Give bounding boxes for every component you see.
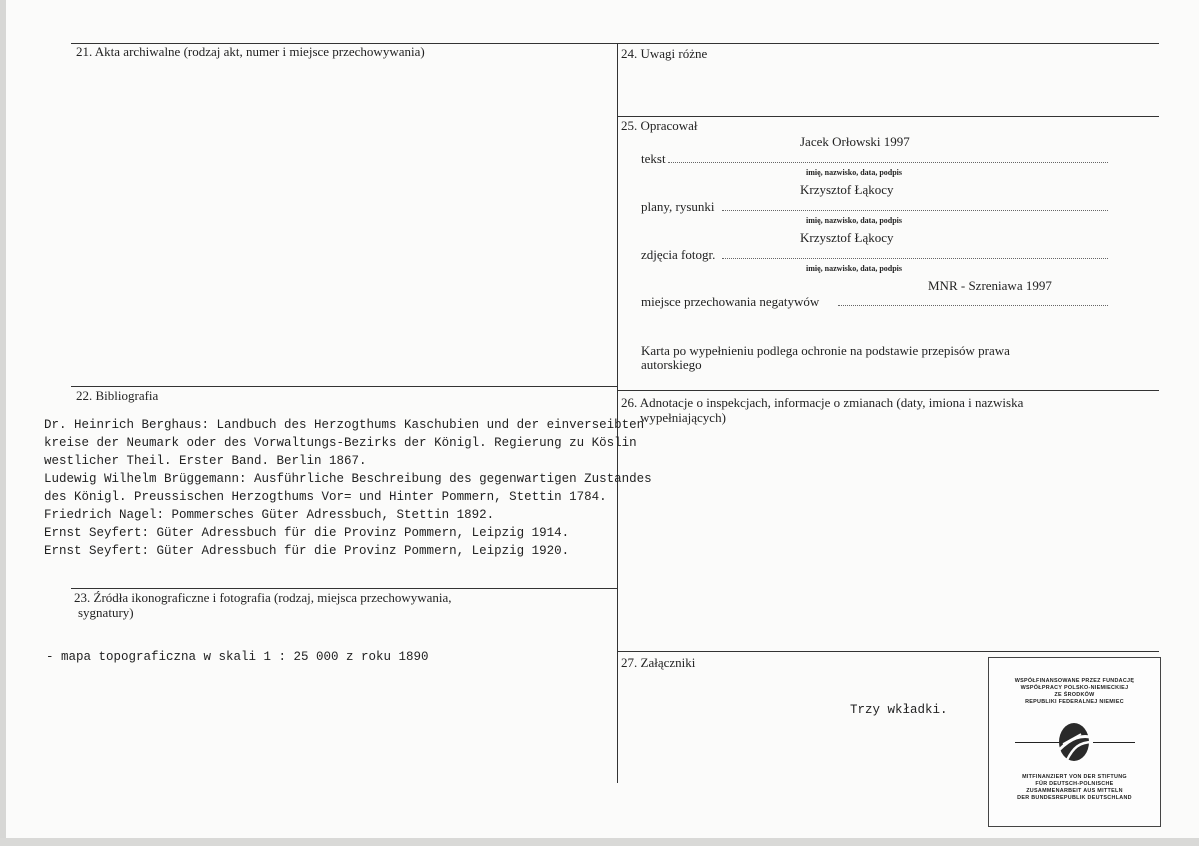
scan-bottom-edge (0, 838, 1199, 846)
text-label: tekst (641, 151, 666, 166)
section-25-title: 25. Opracował (621, 118, 698, 133)
section-22-title: 22. Bibliografia (76, 388, 159, 403)
foundation-stamp (988, 657, 1161, 827)
plans-label: plany, rysunki (641, 199, 715, 214)
rule-25-26 (617, 390, 1159, 391)
rule-24-25 (617, 116, 1159, 117)
bibliography-line: Ludewig Wilhelm Brüggemann: Ausführliche Beschreibung des gegenwartigen Zustandes (44, 472, 652, 486)
section-27-title: 27. Załączniki (621, 655, 696, 670)
attachments-value: Trzy wkładki. (850, 703, 948, 717)
copyright-note: Karta po wypełnieniu podlega ochronie na podstawie przepisów prawa (641, 343, 1010, 358)
rule-26-27 (617, 651, 1159, 652)
negatives-location-value: MNR - Szreniawa 1997 (928, 278, 1052, 293)
stamp-polish-text: WSPÓŁFINANSOWANE PRZEZ FUNDACJĘ WSPÓŁPRACY POLSKO-NIEMIECKIEJ ZE ŚRODKÓW REPUBLIKI FEDERALNEJ NIEMIEC (1014, 678, 1135, 705)
section-23-title: 23. Źródła ikonograficzne i fotografia (rodzaj, miejsca przechowywania, (74, 590, 452, 605)
scan-edge (0, 0, 6, 846)
stamp-german-text: MITFINANZIERT VON DER STIFTUNG FÜR DEUTSCH-POLNISCHE ZUSAMMENARBEIT AUS MITTELN DER BUNDESREPUBLIK DEUTSCHLAND (1017, 774, 1132, 801)
section-21-title: 21. Akta archiwalne (rodzaj akt, numer i miejsce przechowywania) (76, 44, 425, 59)
bibliography-line: kreise der Neumark oder des Vorwaltungs-Bezirks der Königl. Regierung zu Köslin (44, 436, 637, 450)
negatives-label: miejsce przechowania negatywów (641, 294, 820, 309)
copyright-note-cont: autorskiego (641, 357, 702, 372)
plans-author-value: Krzysztof Łąkocy (800, 182, 894, 197)
dotted-line (722, 258, 1108, 259)
dotted-line (838, 305, 1108, 306)
field-caption: imię, nazwisko, data, podpis (806, 216, 903, 225)
section-23-title-cont: sygnatury) (78, 605, 134, 620)
bibliography-line: Dr. Heinrich Berghaus: Landbuch des Herzogthums Kaschubien und der einverseibten (44, 418, 645, 432)
photos-author-value: Krzysztof Łąkocy (800, 230, 894, 245)
rule-21-22 (71, 386, 617, 387)
photos-label: zdjęcia fotogr. (641, 247, 716, 262)
section-24-title: 24. Uwagi różne (621, 46, 708, 61)
section-26-title: 26. Adnotacje o inspekcjach, informacje o zmianach (daty, imiona i nazwiska (621, 395, 1024, 410)
bibliography-line: Ernst Seyfert: Güter Adressbuch für die Provinz Pommern, Leipzig 1920. (44, 544, 570, 558)
bibliography-line: Ernst Seyfert: Güter Adressbuch für die Provinz Pommern, Leipzig 1914. (44, 526, 570, 540)
dotted-line (722, 210, 1108, 211)
field-caption: imię, nazwisko, data, podpis (806, 168, 903, 177)
field-caption: imię, nazwisko, data, podpis (806, 264, 903, 273)
text-author-value: Jacek Orłowski 1997 (800, 134, 910, 149)
dotted-line (668, 162, 1108, 163)
bibliography-line: des Königl. Preussischen Herzogthums Vor= und Hinter Pommern, Stettin 1784. (44, 490, 607, 504)
bibliography-line: Friedrich Nagel: Pommersches Güter Adressbuch, Stettin 1892. (44, 508, 495, 522)
bibliography-line: westlicher Theil. Erster Band. Berlin 1867. (44, 454, 367, 468)
iconography-entry: - mapa topograficzna w skali 1 : 25 000 z roku 1890 (46, 650, 429, 664)
center-divider (617, 43, 618, 783)
rule-22-23 (71, 588, 617, 589)
foundation-logo-icon (1045, 720, 1103, 764)
section-26-title-cont: wypełniających) (640, 410, 726, 425)
